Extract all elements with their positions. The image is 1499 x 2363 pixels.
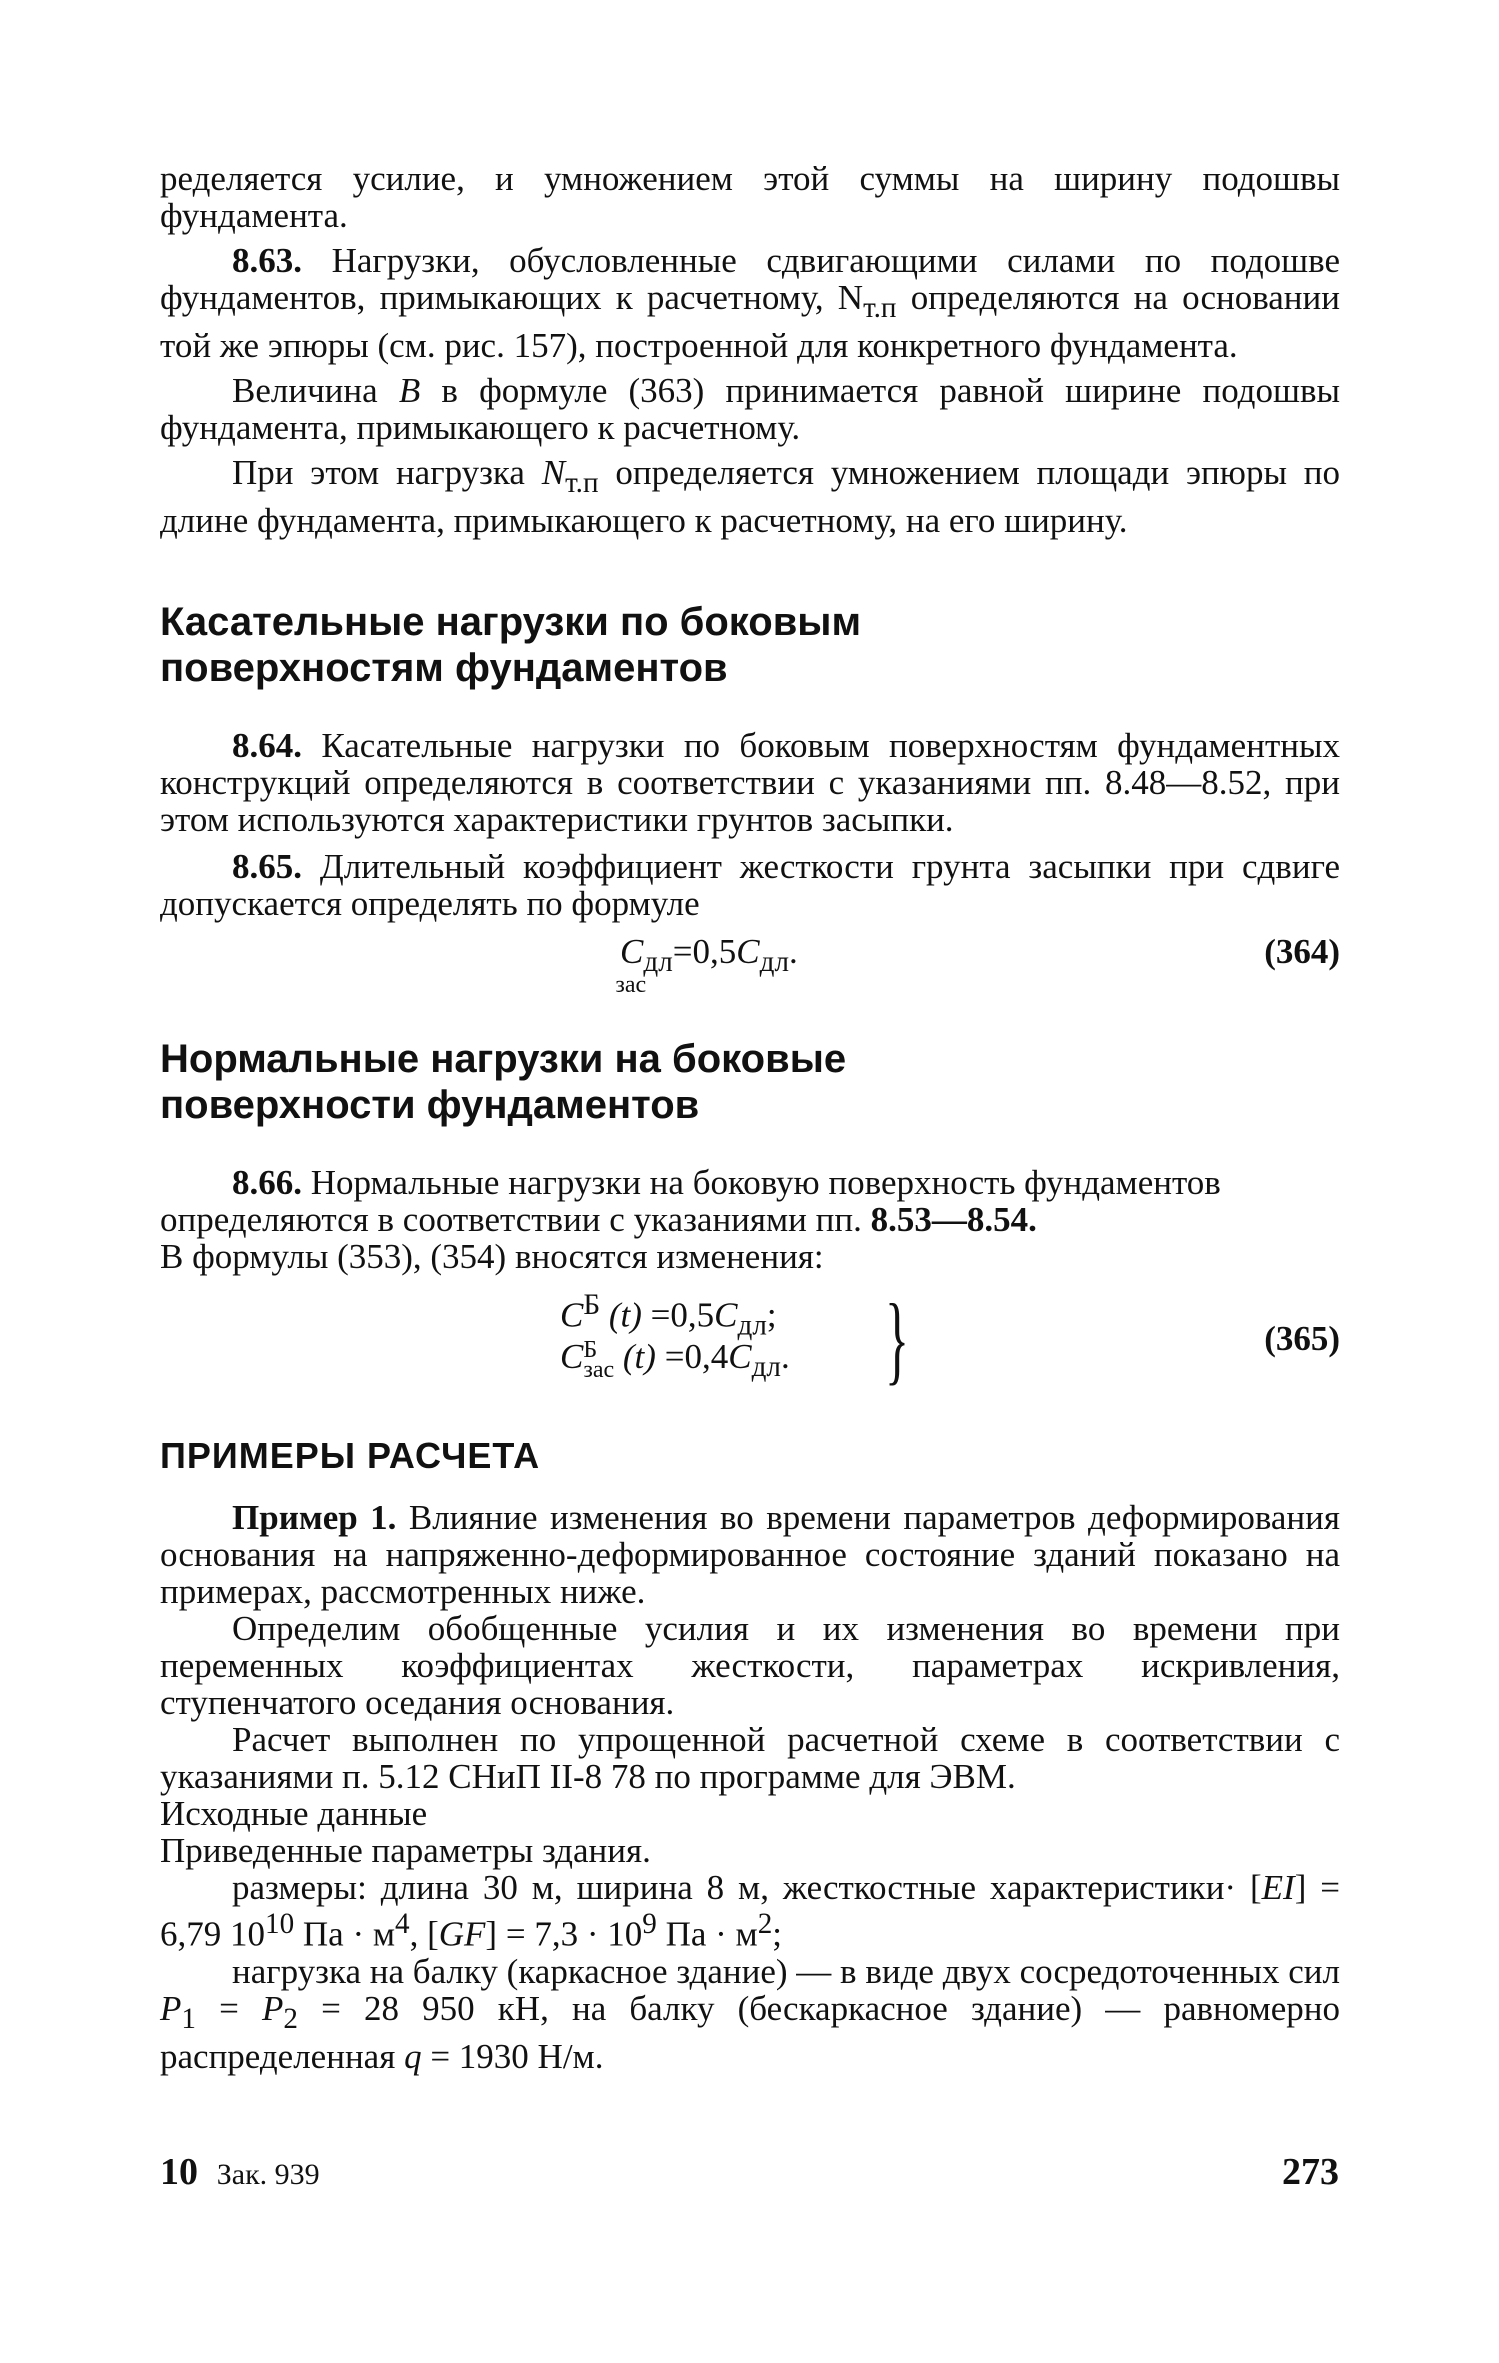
paragraph-building-params: Приведенные параметры здания. xyxy=(160,1831,651,1870)
paragraph-8-65: 8.65. Длительный коэффициент жесткости грунта засыпки при сдвиге допускается определять по формуле xyxy=(160,847,1340,923)
paragraph-dimensions: размеры: длина 30 м, ширина 8 м, жесткостные характеристики· [EI] = 6,79 $10^{10}$ Па · $м^4$, $[GF] = 7,3 \cdot 10^9$ Па · $м^2$; xyxy=(160,1868,1341,1954)
paragraph-load: нагрузка на балку (каркасное здание) — в виде двух сосредоточенных сил $P_1 = P_2 = 28$ 950 кН, на балку (бескаркасное здание) — равномерно распределенная q = 1930 Н/м. xyxy=(160,1951,1340,2076)
page-number: 273 xyxy=(1282,2151,1339,2193)
section-heading-tangential: Касательные нагрузки по боковым поверхностям фундаментов xyxy=(160,600,862,690)
paragraph-b-width: Величина B в формуле (363) принимается равной ширине подошвы фундамента, примыкающего к расчетному. xyxy=(160,371,1340,447)
paragraph-generalized-forces: Определим обобщенные усилия и их изменения во времени при переменных коэффициентах жесткости, параметрах искривления, ступенчатого оседания основания. xyxy=(160,1609,1340,1722)
paragraph-example-1: Пример 1. Влияние изменения во времени параметров деформирования основания на напряженно-деформированное состояние зданий показано на примерах, рассмотренных ниже. xyxy=(160,1498,1340,1611)
text-column xyxy=(160,160,1340,2075)
paragraph-continuation: ределяется усилие, и умножением этой суммы на ширину подошвы фундамента. xyxy=(160,159,1340,235)
equation-number: (365) xyxy=(1264,1319,1340,1358)
equation-364: $C_{дл}$ зас $=0,5C_{дл}$. (364) xyxy=(615,932,1340,998)
clause-number: 8.63. xyxy=(232,241,302,280)
equation-365: $C^Б$ $(t) =0,5C_{дл}$; C Б зас $(t) =0,4C_{дл}$. } (365) xyxy=(560,1283,1340,1394)
footer-print-info: 10 Зак. 939 xyxy=(160,2151,320,2193)
section-heading-normal: Нормальные нагрузки на боковые поверхности фундаментов xyxy=(160,1037,847,1127)
equation-number: (364) xyxy=(1264,932,1340,971)
paragraph-8-63: 8.63. Нагрузки, обусловленные сдвигающими силами по подошве фундаментов, примыкающих к расчетному, $N_{т.п}$ определяются на основании той же эпюры (см. рис. 157), построенной для конкретного фундамента. xyxy=(160,241,1341,365)
paragraph-8-66: 8.66. Нормальные нагрузки на боковую поверхность фундаментов определяются в соответствии с указаниями пп. 8.53—8.54. В формулы (353), (354) вносятся изменения: xyxy=(160,1163,1221,1276)
paragraph-input-data: Исходные данные xyxy=(160,1794,428,1833)
paragraph-8-64: 8.64. Касательные нагрузки по боковым поверхностям фундаментных конструкций определяются в соответствии с указаниями пп. 8.48—8.52, при этом используются характеристики грунтов засыпки. xyxy=(160,726,1340,839)
paragraph-calculation: Расчет выполнен по упрощенной расчетной схеме в соответствии с указаниями п. 5.12 СНиП II-8 78 по программе для ЭВМ. xyxy=(160,1720,1340,1796)
paragraph-load-area: При этом нагрузка $N_{т.п}$ определяется умножением площади эпюры по длине фундамента, примыкающего к расчетному, на его ширину. xyxy=(160,453,1340,540)
section-heading-examples: ПРИМЕРЫ РАСЧЕТА xyxy=(160,1435,541,1476)
right-brace: } xyxy=(885,1283,909,1394)
